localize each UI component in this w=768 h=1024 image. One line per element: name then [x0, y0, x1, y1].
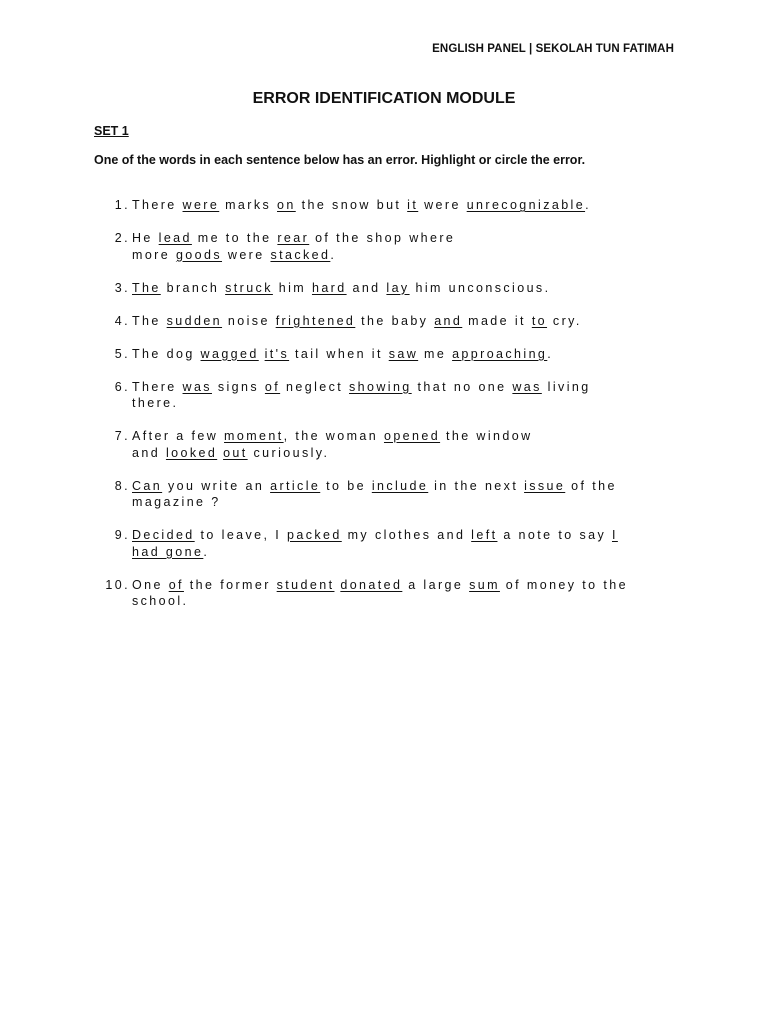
underlined-word: Can [132, 478, 163, 493]
question-item [100, 230, 660, 263]
sentence-text: living [541, 379, 591, 394]
sentence-text: in the next [428, 478, 525, 493]
question-item [100, 428, 660, 461]
sentence-text: of the shop where [309, 231, 456, 245]
question-item [100, 379, 660, 412]
sentence-text: that no one [411, 379, 513, 394]
question-sentence [132, 314, 582, 328]
underlined-word: struck [225, 280, 273, 295]
question-sentence [132, 347, 553, 361]
underlined-word: out [223, 445, 248, 460]
question-number: 1. [114, 198, 130, 212]
underlined-word: and [434, 313, 463, 328]
question-number: 3. [114, 280, 130, 295]
sentence-text: He [132, 231, 159, 245]
sentence-text: tail when it [289, 346, 389, 361]
underlined-word: hard [311, 280, 347, 295]
underlined-word: was [512, 379, 542, 394]
sentence-text: of money to the [499, 577, 628, 592]
question-item [100, 527, 660, 560]
underlined-word: unrecognizable [466, 198, 586, 212]
underlined-word: issue [524, 478, 566, 493]
sentence-text: branch [160, 280, 226, 295]
sentence-text: and [132, 445, 166, 460]
sentence-text: curiously. [247, 445, 330, 460]
question-number: 10. [105, 577, 130, 592]
sentence-text: a note to say [497, 528, 612, 542]
underlined-word: were [182, 198, 220, 212]
question-sentence [132, 231, 455, 262]
sentence-text: him unconscious. [409, 280, 551, 295]
sentence-text: the window [440, 429, 533, 443]
sentence-text: cry. [547, 313, 582, 328]
question-item [100, 280, 660, 297]
sentence-text: of the [565, 478, 617, 493]
sentence-text: noise [222, 313, 276, 328]
underlined-word: lay [386, 280, 410, 295]
sentence-text: . [330, 247, 337, 262]
underlined-word: sum [469, 577, 500, 592]
question-sentence [132, 281, 550, 295]
underlined-word: of [168, 577, 184, 592]
sentence-text: After a few [132, 429, 225, 443]
question-sentence [132, 380, 591, 411]
set-label: SET 1 [94, 124, 129, 138]
underlined-word: was [182, 379, 212, 394]
underlined-word: saw [388, 346, 419, 361]
question-sentence [132, 479, 617, 510]
sentence-text: school. [132, 594, 189, 608]
sentence-text: me [418, 346, 453, 361]
question-item [100, 346, 660, 363]
underlined-word: student [276, 577, 335, 592]
underlined-word: to [531, 313, 548, 328]
sentence-text: . [547, 346, 554, 361]
sentence-text: the former [183, 577, 277, 592]
underlined-word: opened [383, 429, 441, 443]
sentence-text: to leave, I [194, 528, 288, 542]
module-title: ERROR IDENTIFICATION MODULE [252, 90, 516, 107]
question-number: 2. [114, 231, 130, 245]
sentence-text: the baby [355, 313, 435, 328]
sentence-text: a large [402, 577, 470, 592]
sentence-text: my clothes and [341, 528, 472, 542]
sentence-text: to be [320, 478, 372, 493]
sentence-text: neglect [280, 379, 349, 394]
question-item [100, 577, 660, 610]
underlined-word: it's [264, 346, 290, 361]
question-sentence [132, 429, 533, 460]
question-number: 7. [114, 429, 130, 443]
underlined-word: I [611, 528, 618, 542]
sentence-text: signs [211, 379, 265, 394]
question-number: 5. [114, 346, 130, 361]
underlined-word: it [407, 198, 419, 212]
underlined-word: had gone [132, 544, 204, 559]
school-header: ENGLISH PANEL | SEKOLAH TUN FATIMAH [432, 43, 674, 55]
sentence-text: him [272, 280, 312, 295]
sentence-text: . [585, 198, 591, 212]
instruction-text: One of the words in each sentence below has an error. Highlight or circle the error. [94, 153, 586, 167]
sentence-text: magazine ? [132, 495, 221, 509]
sentence-text: and [346, 280, 387, 295]
question-number: 8. [114, 478, 130, 493]
underlined-word: lead [158, 231, 192, 245]
sentence-text: you write an [162, 478, 271, 493]
question-item [100, 313, 660, 330]
question-number: 9. [114, 528, 130, 542]
underlined-word: include [371, 478, 429, 493]
sentence-text: more [132, 247, 176, 262]
underlined-word: moment [224, 429, 284, 443]
underlined-word: of [264, 379, 281, 394]
sentence-text: made it [462, 313, 532, 328]
underlined-word: wagged [200, 346, 259, 361]
underlined-word: goods [175, 247, 223, 262]
underlined-word: The [132, 280, 161, 295]
question-number: 4. [114, 313, 130, 328]
underlined-word: frightened [275, 313, 356, 328]
sentence-text: there. [132, 396, 179, 410]
underlined-word: Decided [132, 528, 195, 542]
question-item [100, 197, 660, 214]
sentence-text: , the woman [283, 429, 384, 443]
underlined-word: packed [287, 528, 342, 542]
underlined-word: approaching [452, 346, 548, 361]
underlined-word: rear [277, 231, 310, 245]
underlined-word: article [270, 478, 321, 493]
sentence-text: were [222, 247, 271, 262]
sentence-text: One [132, 577, 169, 592]
underlined-word: showing [349, 379, 412, 394]
sentence-text: were [418, 198, 467, 212]
question-number: 6. [114, 379, 130, 394]
underlined-word: sudden [166, 313, 223, 328]
underlined-word: left [471, 528, 498, 542]
question-sentence [132, 578, 628, 609]
sentence-text: me to the [191, 231, 278, 245]
sentence-text: the snow but [295, 198, 408, 212]
sentence-text: There [132, 379, 183, 394]
underlined-word: donated [340, 577, 403, 592]
sentence-text: The [132, 313, 167, 328]
question-sentence [132, 528, 618, 559]
underlined-word: on [277, 198, 296, 212]
sentence-text: There [132, 198, 183, 212]
question-sentence [132, 198, 591, 212]
question-list [100, 197, 660, 626]
sentence-text: The dog [132, 346, 201, 361]
sentence-text: marks [219, 198, 278, 212]
question-item [100, 478, 660, 511]
underlined-word: stacked [270, 247, 331, 262]
underlined-word: looked [165, 445, 218, 460]
sentence-text: . [203, 544, 210, 559]
